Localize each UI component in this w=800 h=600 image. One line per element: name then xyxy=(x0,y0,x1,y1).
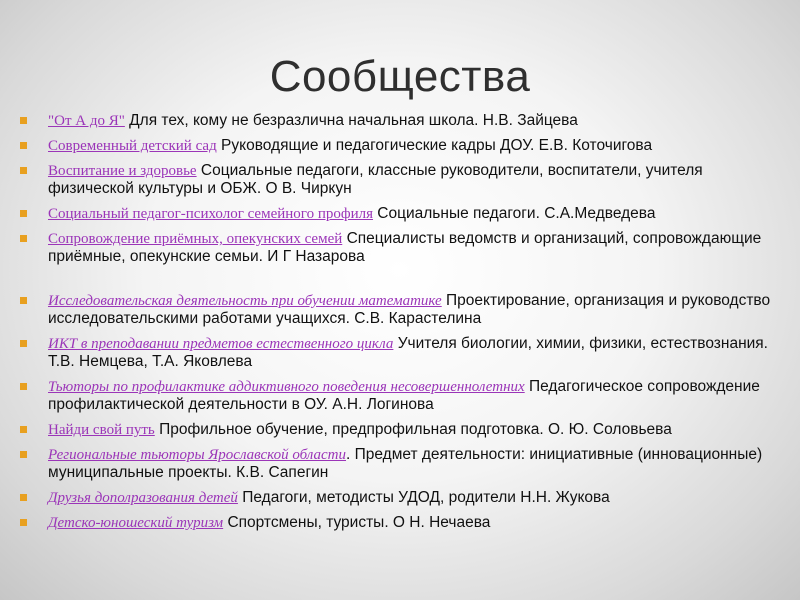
square-bullet-icon xyxy=(20,494,27,501)
community-link[interactable]: Социальный педагог-психолог семейного профиля xyxy=(48,206,373,222)
list-item xyxy=(20,112,790,130)
list-item xyxy=(20,230,790,266)
community-link[interactable]: Детско-юношеский туризм xyxy=(48,515,224,531)
community-link[interactable]: ИКТ в преподавании предметов естественного цикла xyxy=(48,336,394,352)
community-link[interactable]: Сопровождение приёмных, опекунских семей xyxy=(48,231,343,247)
community-link[interactable]: Современный детский сад xyxy=(48,138,217,154)
community-link[interactable]: "От А до Я" xyxy=(48,113,125,129)
square-bullet-icon xyxy=(20,167,27,174)
community-description: Социальные педагоги. С.А.Медведева xyxy=(372,205,656,222)
community-link[interactable]: Друзья дополразования детей xyxy=(48,490,238,506)
community-description: Спортсмены, туристы. О Н. Нечаева xyxy=(223,514,491,531)
community-link[interactable]: Тьюторы по профилактике аддиктивного поведения несовершеннолетних xyxy=(48,379,525,395)
square-bullet-icon xyxy=(20,451,27,458)
community-link[interactable]: Воспитание и здоровье xyxy=(48,163,197,179)
list-item xyxy=(20,446,790,482)
community-description: Проектирование, организация и руководство исследовательскими работами учащихся. С.В. Карастелина xyxy=(48,292,771,327)
square-bullet-icon xyxy=(20,383,27,390)
community-description: Руководящие и педагогические кадры ДОУ. Е.В. Коточигова xyxy=(216,137,653,154)
square-bullet-icon xyxy=(20,210,27,217)
list-item xyxy=(20,335,790,371)
community-description: Для тех, кому не безразлична начальная школа. Н.В. Зайцева xyxy=(124,112,578,129)
community-link[interactable]: Исследовательская деятельность при обучении математике xyxy=(48,293,442,309)
list-item xyxy=(20,489,790,507)
list-item xyxy=(20,205,790,223)
list-item xyxy=(20,514,790,532)
community-description: Социальные педагоги, классные руководители, воспитатели, учителя физической культуры и ОБЖ. О В. Чиркун xyxy=(48,162,703,197)
square-bullet-icon xyxy=(20,340,27,347)
list-item xyxy=(20,292,790,328)
community-link[interactable]: Региональные тьюторы Ярославской области xyxy=(48,447,347,463)
page-title: Сообщества xyxy=(269,52,531,101)
list-item xyxy=(20,421,790,439)
list-item xyxy=(20,137,790,155)
community-description: Профильное обучение, предпрофильная подготовка. О. Ю. Соловьева xyxy=(154,421,672,438)
list-item xyxy=(20,378,790,414)
list-item xyxy=(20,162,790,198)
square-bullet-icon xyxy=(20,235,27,242)
community-link[interactable]: Найди свой путь xyxy=(48,422,155,438)
communities-list xyxy=(20,112,790,539)
square-bullet-icon xyxy=(20,519,27,526)
community-description: Учителя биологии, химии, физики, естествознания. Т.В. Немцева, Т.А. Яковлева xyxy=(48,335,768,370)
community-description: Педагоги, методисты УДОД, родители Н.Н. Жукова xyxy=(237,489,610,506)
community-description: Педагогическое сопровождение профилактической деятельности в ОУ. А.Н. Логинова xyxy=(48,378,760,413)
community-description: Специалисты ведомств и организаций, сопровождающие приёмные, опекунские семьи. И Г Назарова xyxy=(48,230,762,265)
square-bullet-icon xyxy=(20,426,27,433)
square-bullet-icon xyxy=(20,142,27,149)
square-bullet-icon xyxy=(20,117,27,124)
community-description: . Предмет деятельности: инициативные (инновационные) муниципальные проекты. К.В. Сапегин xyxy=(48,446,763,481)
square-bullet-icon xyxy=(20,297,27,304)
